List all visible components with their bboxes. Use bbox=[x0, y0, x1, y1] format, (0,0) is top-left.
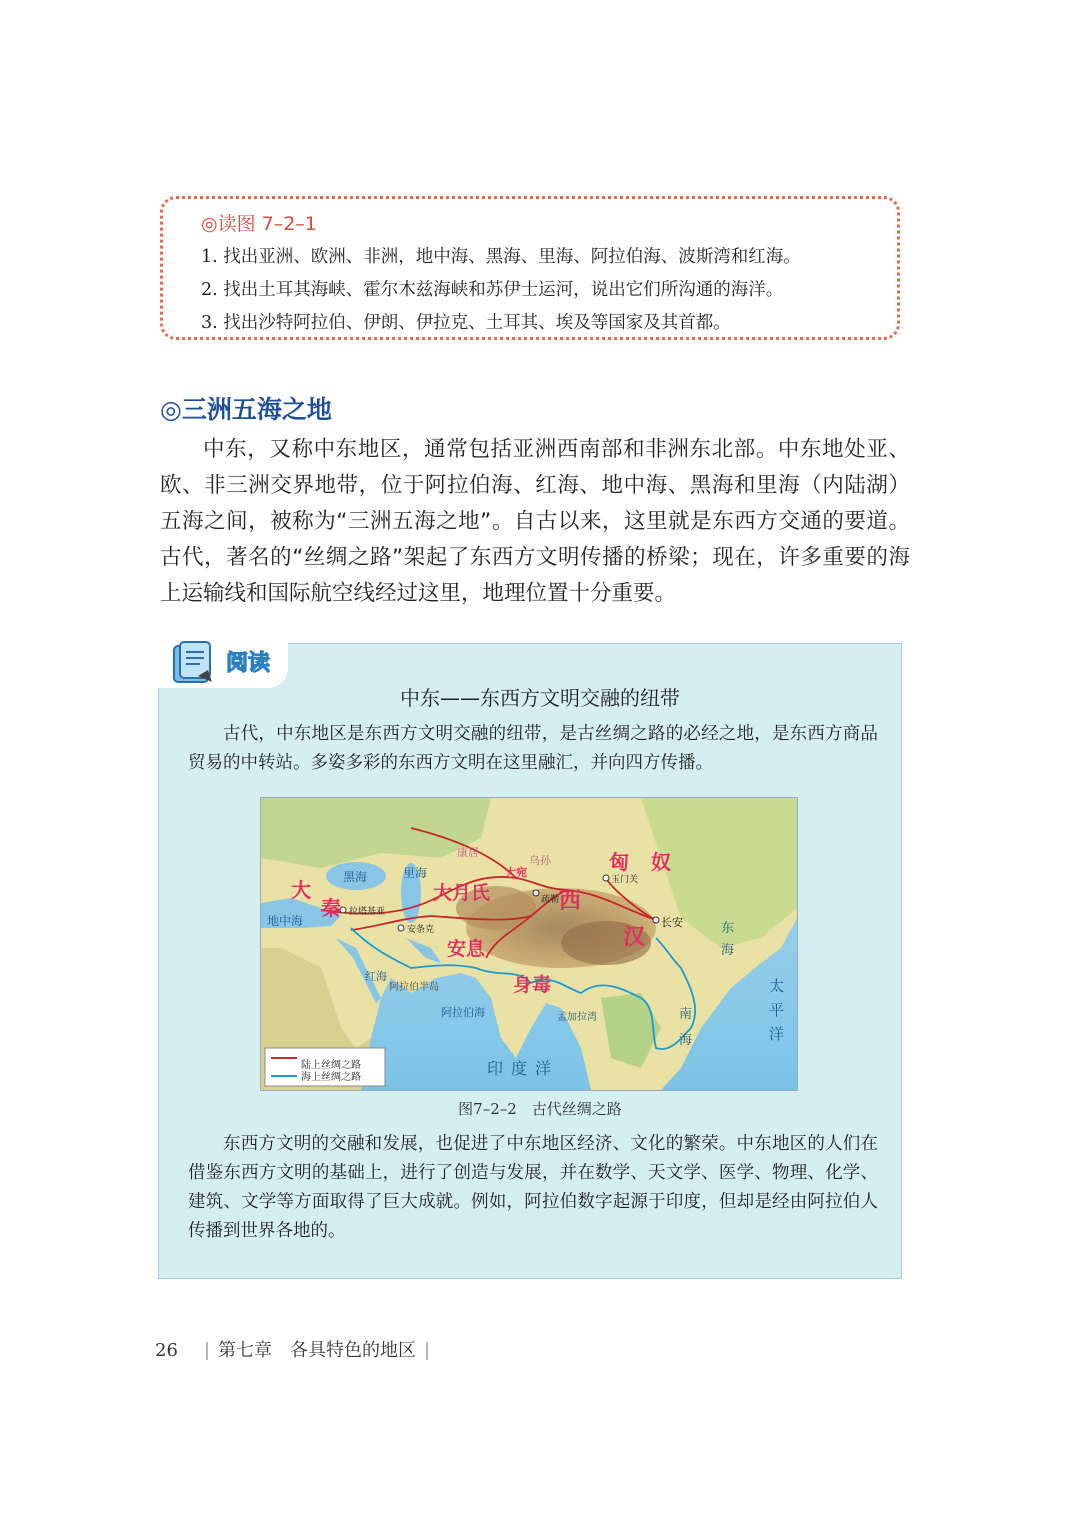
label-heihai: 黑海 bbox=[343, 870, 368, 884]
label-dawan: 大宛 bbox=[505, 866, 527, 879]
label-alabohai: 阿拉伯海 bbox=[441, 1006, 485, 1019]
label-daqin-2: 秦 bbox=[321, 896, 341, 920]
page-footer bbox=[155, 1336, 438, 1362]
reading-paragraph-2-text: 东西方文明的交融和发展，也促进了中东地区经济、文化的繁荣。中东地区的人们在借鉴东西方文明的基础上，进行了创造与发展，并在数学、天文学、医学、物理、化学、建筑、文学等方面取得了巨大成就。例如，阿拉伯数字起源于印度，但却是经由阿拉伯人传播到世界各地的。 bbox=[188, 1134, 878, 1241]
reading-title: 中东——东西方文明交融的纽带 bbox=[400, 686, 680, 710]
page-number: 26 bbox=[155, 1340, 178, 1361]
book-icon bbox=[168, 636, 218, 688]
label-xiongnu-1: 匈 bbox=[609, 850, 629, 874]
label-alabobandao: 阿拉伯半岛 bbox=[389, 982, 439, 993]
silk-road-map bbox=[260, 797, 798, 1091]
activity-title: ◎读图 7–2–1 bbox=[201, 213, 317, 235]
activity-item-1: 1. 找出亚洲、欧洲、非洲，地中海、黑海、里海、阿拉伯海、波斯湾和红海。 bbox=[201, 247, 801, 267]
label-shendu: 身毒 bbox=[513, 974, 552, 996]
legend-land: 陆上丝绸之路 bbox=[301, 1060, 361, 1071]
section-heading: ◎三洲五海之地 bbox=[160, 395, 332, 424]
label-honghai: 红海 bbox=[365, 970, 387, 983]
label-han: 汉 bbox=[623, 925, 646, 950]
label-nanhai: 南海 bbox=[679, 1007, 693, 1048]
label-taipingyang: 太平洋 bbox=[769, 977, 785, 1043]
map-caption: 图7–2–2 古代丝绸之路 bbox=[458, 1100, 622, 1118]
map-graphic bbox=[261, 798, 797, 1090]
label-changan: 长安 bbox=[661, 916, 683, 929]
reading-label: 阅读 bbox=[226, 651, 271, 676]
section-paragraph: 中东，又称中东地区，通常包括亚洲西南部和非洲东北部。中东地处亚、欧、非三洲交界地带，位于阿拉伯海、红海、地中海、黑海和里海（内陆湖）五海之间，被称为“三洲五海之地”。自古以来，这里就是东西方交通的要道。古代，著名的“丝绸之路”架起了东西方文明传播的桥梁；现在，许多重要的海上运输线和国际航空线经过这里，地理位置十分重要。 bbox=[160, 437, 910, 606]
reading-paragraph-1 bbox=[188, 720, 878, 778]
label-dizhonghai: 地中海 bbox=[267, 914, 304, 928]
activity-item-3: 3. 找出沙特阿拉伯、伊朗、伊拉克、土耳其、埃及等国家及其首都。 bbox=[201, 313, 731, 333]
chapter-title: 第七章 各具特色的地区 bbox=[217, 1340, 416, 1361]
legend-sea: 海上丝绸之路 bbox=[301, 1072, 361, 1083]
label-mengjialawan: 孟加拉湾 bbox=[557, 1012, 597, 1023]
label-yinduyang: 印度洋 bbox=[487, 1059, 560, 1078]
section-body bbox=[160, 432, 910, 612]
label-donghai: 东海 bbox=[721, 921, 735, 958]
label-kangju: 康居 bbox=[457, 846, 479, 859]
activity-item-2: 2. 找出土耳其海峡、霍尔木兹海峡和苏伊士运河，说出它们所沟通的海洋。 bbox=[201, 280, 784, 300]
label-wusun: 乌孙 bbox=[529, 854, 551, 867]
label-lihai: 里海 bbox=[403, 866, 428, 880]
label-xi: 西 bbox=[559, 889, 582, 914]
label-daqin-1: 大 bbox=[291, 878, 311, 902]
activity-box bbox=[160, 196, 900, 340]
label-lajiaji: 拉塔基亚 bbox=[349, 907, 386, 917]
reading-paragraph-1-text: 古代，中东地区是东西方文明交融的纽带，是古丝绸之路的必经之地，是东西方商品贸易的中转站。多姿多彩的东西方文明在这里融汇，并向四方传播。 bbox=[188, 724, 878, 773]
footer-separator-right: | bbox=[423, 1340, 431, 1361]
label-xiangjing: 安条克 bbox=[407, 925, 435, 935]
label-xiongnu-2: 奴 bbox=[651, 850, 671, 874]
label-shule: 疏勒 bbox=[541, 895, 560, 905]
label-anxi: 安息 bbox=[447, 938, 486, 960]
footer-separator-left: | bbox=[203, 1340, 210, 1361]
label-dayuezhi: 大月氏 bbox=[433, 882, 491, 904]
reading-paragraph-2 bbox=[188, 1130, 878, 1246]
label-yumenguan: 玉门关 bbox=[611, 875, 639, 885]
